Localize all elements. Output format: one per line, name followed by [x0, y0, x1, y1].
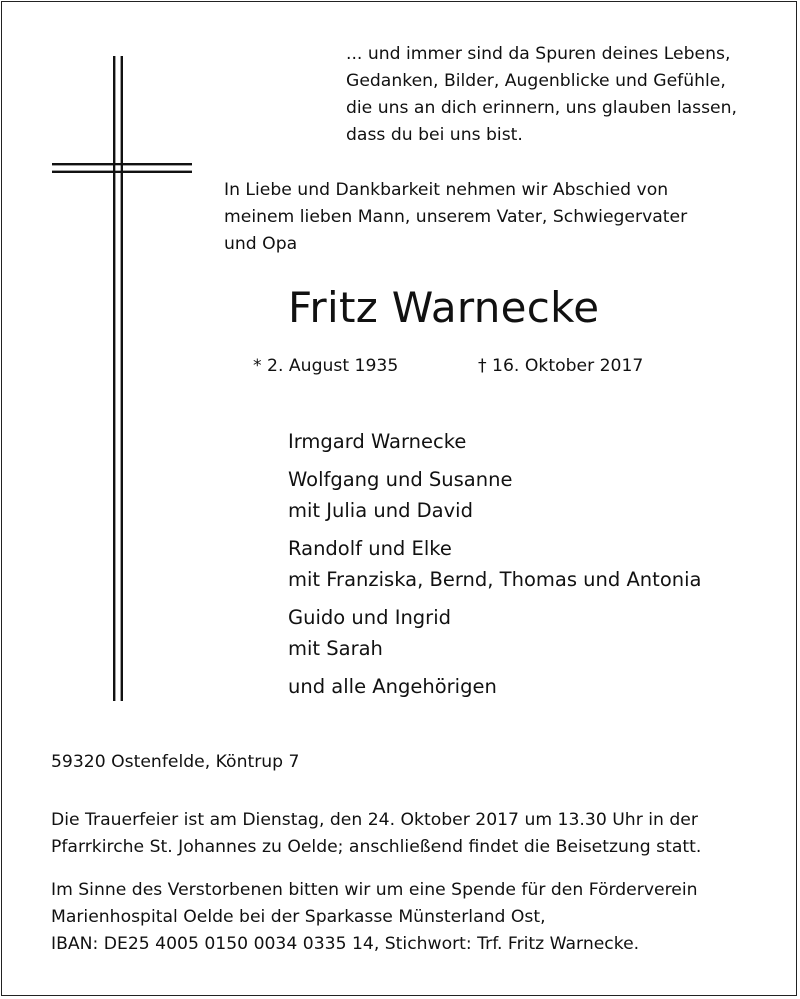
- family-group: Randolf und Elke mit Franziska, Bernd, Thomas und Antonia: [288, 537, 702, 591]
- farewell-intro: In Liebe und Dankbarkeit nehmen wir Abschied von meinem lieben Mann, unserem Vater, Schwiegervater und Opa: [224, 180, 688, 254]
- ceremony-info: Die Trauerfeier ist am Dienstag, den 24. Oktober 2017 um 13.30 Uhr in der Pfarrkirche St. Johannes zu Oelde; anschließend findet die Beisetzung statt.: [51, 810, 702, 857]
- family-list: [288, 426, 701, 709]
- deceased-name: Fritz Warnecke: [288, 283, 600, 332]
- family-group: Wolfgang und Susanne mit Julia und David: [288, 468, 513, 522]
- family-group: Irmgard Warnecke: [288, 430, 467, 453]
- birth-date: * 2. August 1935: [253, 356, 399, 376]
- double-line-cross-icon: [52, 56, 192, 701]
- poem-text: ... und immer sind da Spuren deines Lebens, Gedanken, Bilder, Augenblicke und Gefühle, die uns an dich erinnern, uns glauben lassen, dass du bei uns bist.: [346, 44, 737, 145]
- family-group: Guido und Ingrid mit Sarah: [288, 606, 451, 660]
- family-group: und alle Angehörigen: [288, 675, 497, 698]
- donation-info: Im Sinne des Verstorbenen bitten wir um eine Spende für den Förderverein Marienhospital Oelde bei der Sparkasse Münsterland Ost, IBAN: DE25 4005 0150 0034 0335 14, Stichwort: Trf. Fritz Warnecke.: [51, 880, 698, 954]
- death-date: † 16. Oktober 2017: [478, 356, 644, 376]
- address-line: 59320 Ostenfelde, Köntrup 7: [51, 752, 300, 772]
